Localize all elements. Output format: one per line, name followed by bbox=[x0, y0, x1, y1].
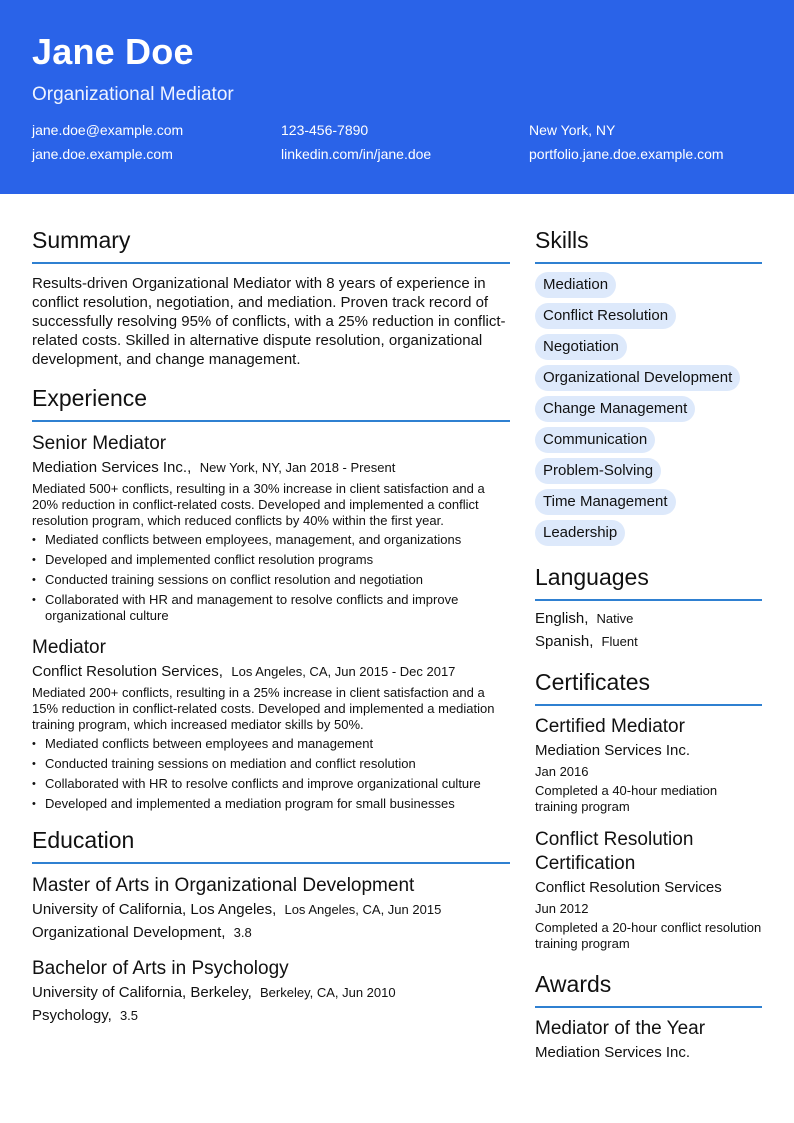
certificate-name: Conflict Resolution Certification bbox=[535, 829, 694, 874]
contact-website[interactable]: jane.doe.example.com bbox=[32, 146, 173, 162]
contact-email[interactable]: jane.doe@example.com bbox=[32, 122, 184, 138]
certificate-entry bbox=[535, 715, 762, 815]
award-name: Mediator of the Year bbox=[535, 1018, 706, 1039]
job-company: Mediation Services Inc., bbox=[32, 459, 192, 476]
education-school-line bbox=[32, 898, 510, 921]
education-degree: Master of Arts in Organizational Development bbox=[32, 875, 415, 896]
job-bullets bbox=[32, 736, 510, 812]
education-gpa: 3.8 bbox=[233, 925, 252, 940]
awards-section bbox=[535, 970, 762, 1064]
education-meta: Los Angeles, CA, Jun 2015 bbox=[284, 902, 442, 917]
language-name: English, bbox=[535, 610, 589, 627]
certificate-name: Certified Mediator bbox=[535, 716, 685, 737]
education-gpa: 3.5 bbox=[119, 1008, 139, 1023]
section-title-skills: Skills bbox=[535, 227, 589, 253]
job-description: Mediated 500+ conflicts, resulting in a 30% increase in client satisfaction and a 20% reduction in conflict-related costs. Developed and implemented a conflict resolution program, which reduced conflicts by 40% within the first year. bbox=[32, 481, 485, 528]
job-meta: New York, NY, Jan 2018 - Present bbox=[199, 460, 396, 475]
contact-location: New York, NY bbox=[529, 122, 616, 138]
job-bullet: • Mediated conflicts between employees, management, and organizations bbox=[32, 532, 510, 548]
education-field: Psychology, bbox=[32, 1007, 112, 1024]
section-title-experience: Experience bbox=[32, 385, 148, 411]
section-divider bbox=[32, 420, 510, 422]
certificate-description: Completed a 40-hour mediation training program bbox=[535, 783, 718, 814]
certificates-section bbox=[535, 668, 762, 952]
resume-header bbox=[0, 0, 794, 194]
section-divider bbox=[535, 262, 762, 264]
education-meta: Berkeley, CA, Jun 2010 bbox=[259, 985, 396, 1000]
job-company-line bbox=[32, 457, 510, 479]
section-title-awards: Awards bbox=[535, 971, 612, 997]
language-level: Native bbox=[596, 611, 634, 626]
job-title: Senior Mediator bbox=[32, 433, 167, 454]
certificate-date: Jan 2016 bbox=[535, 764, 589, 779]
education-field: Organizational Development, bbox=[32, 924, 226, 941]
job-bullet: • Collaborated with HR and management to resolve conflicts and improve organizational culture bbox=[32, 592, 510, 624]
skill-chip: Time Management bbox=[535, 489, 676, 515]
job-bullets bbox=[32, 532, 510, 624]
job-bullet: • Mediated conflicts between employees and management bbox=[32, 736, 510, 752]
education-field-line bbox=[32, 921, 510, 944]
certificate-description: Completed a 20-hour conflict resolution training program bbox=[535, 920, 762, 951]
skill-chip: Organizational Development bbox=[535, 365, 740, 391]
section-divider bbox=[535, 1006, 762, 1008]
skill-chip: Mediation bbox=[535, 272, 616, 298]
languages-section bbox=[535, 563, 762, 653]
education-entry bbox=[32, 874, 510, 944]
main-column bbox=[32, 226, 510, 1027]
candidate-title: Organizational Mediator bbox=[32, 84, 234, 105]
skill-chip: Conflict Resolution bbox=[535, 303, 676, 329]
certificate-org: Conflict Resolution Services bbox=[535, 879, 722, 896]
experience-section bbox=[32, 384, 510, 812]
job-entry bbox=[32, 432, 510, 624]
certificate-org: Mediation Services Inc. bbox=[535, 742, 691, 759]
job-company-line bbox=[32, 661, 510, 683]
section-title-languages: Languages bbox=[535, 564, 649, 590]
section-title-education: Education bbox=[32, 827, 135, 853]
education-entry bbox=[32, 957, 510, 1027]
contact-portfolio[interactable]: portfolio.jane.doe.example.com bbox=[529, 146, 724, 162]
language-name: Spanish, bbox=[535, 633, 594, 650]
section-divider bbox=[32, 862, 510, 864]
job-company: Conflict Resolution Services, bbox=[32, 663, 223, 680]
job-description: Mediated 200+ conflicts, resulting in a 25% increase in client satisfaction and a 15% reduction in conflict-related costs. Developed and implemented a mediation training program, which increased mediator skills by 50%. bbox=[32, 685, 495, 732]
section-divider bbox=[535, 704, 762, 706]
education-section bbox=[32, 826, 510, 1027]
job-bullet: • Developed and implemented a mediation program for small businesses bbox=[32, 796, 510, 812]
language-level: Fluent bbox=[601, 634, 638, 649]
summary-text: Results-driven Organizational Mediator with 8 years of experience in conflict resolution, negotiation, and mediation. Proven track record of successfully resolving 95% of conflicts, with a 25% reduction in conflict-related costs. Skilled in alternative dispute resolution, organizational development, and change management. bbox=[32, 275, 506, 368]
job-title: Mediator bbox=[32, 637, 106, 658]
education-school: University of California, Berkeley, bbox=[32, 984, 252, 1001]
job-meta: Los Angeles, CA, Jun 2015 - Dec 2017 bbox=[231, 664, 456, 679]
job-bullet: • Developed and implemented conflict resolution programs bbox=[32, 552, 510, 568]
section-title-certificates: Certificates bbox=[535, 669, 651, 695]
skill-chip: Change Management bbox=[535, 396, 695, 422]
job-bullet: • Collaborated with HR to resolve conflicts and improve organizational culture bbox=[32, 776, 510, 792]
award-org: Mediation Services Inc. bbox=[535, 1044, 691, 1061]
section-divider bbox=[32, 262, 510, 264]
skills-section bbox=[535, 226, 762, 551]
skill-chip: Problem-Solving bbox=[535, 458, 661, 484]
education-school-line bbox=[32, 981, 510, 1004]
job-bullet: • Conducted training sessions on conflict resolution and negotiation bbox=[32, 572, 510, 588]
skill-chip: Communication bbox=[535, 427, 655, 453]
education-school: University of California, Los Angeles, bbox=[32, 901, 277, 918]
award-entry bbox=[535, 1017, 762, 1064]
summary-section bbox=[32, 226, 510, 369]
section-title-summary: Summary bbox=[32, 227, 131, 253]
skill-chip: Leadership bbox=[535, 520, 625, 546]
job-bullet: • Conducted training sessions on mediation and conflict resolution bbox=[32, 756, 510, 772]
sidebar-column bbox=[535, 226, 762, 1064]
education-degree: Bachelor of Arts in Psychology bbox=[32, 958, 289, 979]
skills-list bbox=[535, 272, 762, 551]
contact-phone[interactable]: 123-456-7890 bbox=[281, 122, 369, 138]
certificate-date: Jun 2012 bbox=[535, 901, 589, 916]
contact-linkedin[interactable]: linkedin.com/in/jane.doe bbox=[281, 146, 432, 162]
candidate-name: Jane Doe bbox=[32, 31, 194, 72]
job-entry bbox=[32, 636, 510, 812]
education-field-line bbox=[32, 1004, 510, 1027]
language-item bbox=[535, 607, 762, 630]
language-item bbox=[535, 630, 762, 653]
section-divider bbox=[535, 599, 762, 601]
certificate-entry bbox=[535, 828, 762, 952]
skill-chip: Negotiation bbox=[535, 334, 627, 360]
